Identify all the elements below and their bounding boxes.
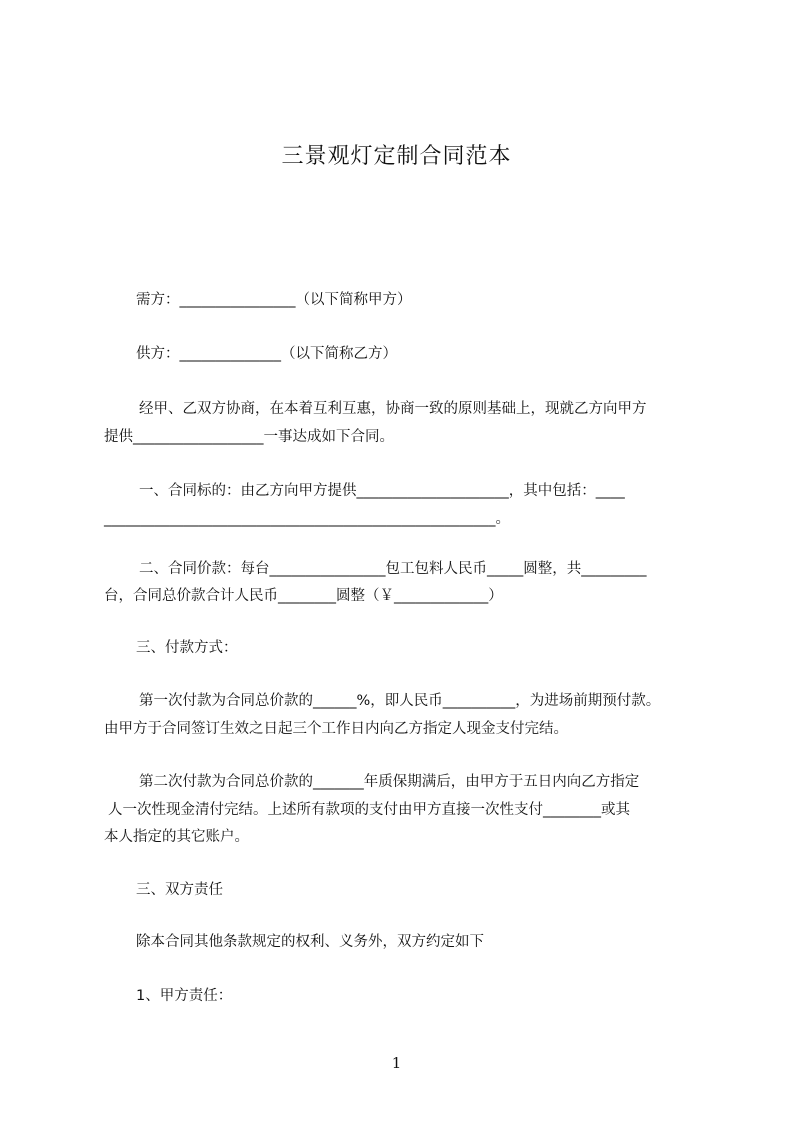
clause-2-line-1: 二、合同价款：每台________________包工包料人民币_____圆整，共_________ <box>139 561 647 577</box>
responsibility-intro: 除本合同其他条款规定的权利、义务外，双方约定如下 <box>136 934 484 950</box>
payment-1-line-2: 由甲方于合同签订生效之日起三个工作日内向乙方指定人现金支付完结。 <box>104 721 568 737</box>
preamble-line-1: 经甲、乙双方协商，在本着互利互惠，协商一致的原则基础上，现就乙方向甲方 <box>139 401 647 417</box>
clause-1-line-1: 一、合同标的：由乙方向甲方提供_____________________，其中包括：____ <box>139 483 625 499</box>
clause-3-heading: 三、付款方式： <box>136 640 238 656</box>
payment-2-line-1: 第二次付款为合同总价款的_______年质保期满后，由甲方于五日内向乙方指定 <box>139 774 640 790</box>
party-supply-line: 供方：______________（以下简称乙方） <box>136 346 397 362</box>
responsibility-heading: 三、双方责任 <box>136 882 223 898</box>
party-a-responsibility-heading: 1、甲方责任： <box>136 988 233 1004</box>
clause-2-line-2: 台，合同总价款合计人民币________圆整（￥_____________） <box>104 588 503 604</box>
clause-1-line-2: ______________________________________________________。 <box>104 511 510 527</box>
payment-2-line-3: 本人指定的其它账户。 <box>104 829 249 845</box>
payment-2-line-2: 人一次性现金清付完结。上述所有款项的支付由甲方直接一次性支付________或其 <box>108 802 630 818</box>
document-title: 三景观灯定制合同范本 <box>281 144 512 169</box>
preamble-line-2: 提供__________________一事达成如下合同。 <box>104 429 394 445</box>
party-demand-line: 需方：________________（以下简称甲方） <box>136 292 412 308</box>
payment-1-line-1: 第一次付款为合同总价款的______%，即人民币__________，为进场前期预付款。 <box>139 693 661 709</box>
page-number: 1 <box>391 1054 402 1072</box>
